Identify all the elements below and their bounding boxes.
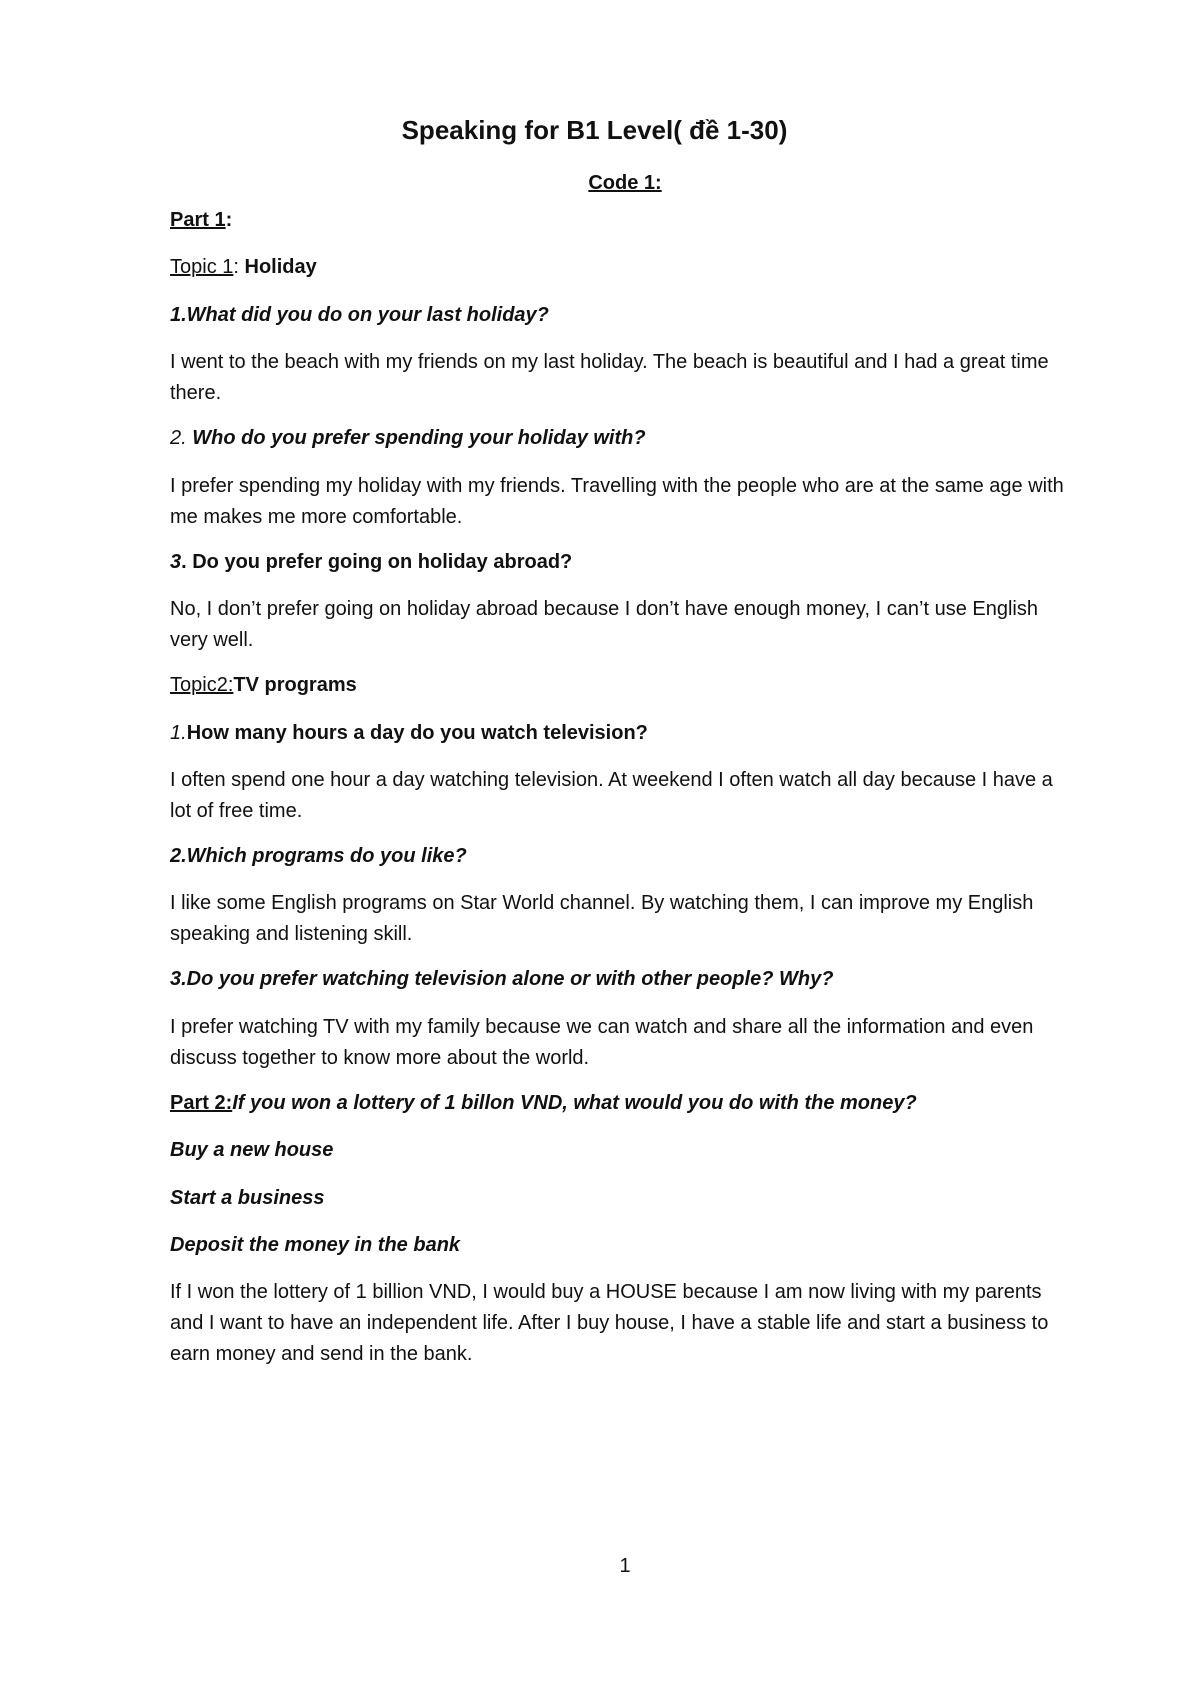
topic2-q1-number: 1. <box>170 722 187 744</box>
topic2-answer-2: I like some English programs on Star World channel. By watching them, I can improve my English speaking and listening skill. <box>170 892 1034 945</box>
topic2-heading <box>170 670 1070 701</box>
topic1-question-2 <box>170 423 1070 454</box>
page-title: Speaking for B1 Level( đề 1-30) <box>401 115 788 145</box>
topic2-answer-1: I often spend one hour a day watching television. At weekend I often watch all day because I have a lot of free time. <box>170 769 1053 822</box>
part2-answer: If I won the lottery of 1 billion VND, I would buy a HOUSE because I am now living with my parents and I want to have an independent life. After I buy house, I have a stable life and start a business to earn money and send in the bank. <box>170 1281 1049 1365</box>
topic1-answer-1: I went to the beach with my friends on my last holiday. The beach is beautiful and I had a great time there. <box>170 351 1049 404</box>
topic2-name: TV programs <box>233 674 357 696</box>
topic2-question-3: 3.Do you prefer watching television alone or with other people? Why? <box>170 968 834 990</box>
part1-colon: : <box>225 209 233 231</box>
part2-heading <box>170 1088 1070 1119</box>
topic1-sep: : <box>233 256 245 278</box>
topic2-answer-3: I prefer watching TV with my family because we can watch and share all the information and even discuss together to know more about the world. <box>170 1016 1034 1069</box>
part2-option-1: Buy a new house <box>170 1139 334 1161</box>
topic1-q2-text: Who do you prefer spending your holiday with? <box>186 427 646 449</box>
part1-label: Part 1 <box>170 209 226 231</box>
topic1-name: Holiday <box>244 256 317 278</box>
topic1-q3-text: . Do you prefer going on holiday abroad? <box>181 551 573 573</box>
topic1-answer-3: No, I don’t prefer going on holiday abroad because I don’t have enough money, I can’t use English very well. <box>170 598 1038 651</box>
part2-label: Part 2: <box>170 1092 233 1114</box>
topic2-q1-text: How many hours a day do you watch television? <box>186 722 648 744</box>
topic1-heading <box>170 252 1070 283</box>
topic1-question-3 <box>170 547 1070 578</box>
part1-heading <box>170 205 1070 236</box>
page-number: 1 <box>619 1555 631 1577</box>
part2-question: If you won a lottery of 1 billon VND, what would you do with the money? <box>232 1092 917 1114</box>
part2-option-3: Deposit the money in the bank <box>170 1234 461 1256</box>
topic1-label: Topic 1 <box>170 256 234 278</box>
topic1-answer-2: I prefer spending my holiday with my friends. Travelling with the people who are at the same age with me makes me more comfortable. <box>170 475 1064 528</box>
code-heading: Code 1: <box>588 172 662 194</box>
topic1-q2-number: 2. <box>170 427 187 449</box>
topic2-question-2: 2.Which programs do you like? <box>170 845 467 867</box>
topic1-q3-number: 3 <box>170 551 182 573</box>
part2-option-2: Start a business <box>170 1187 325 1209</box>
topic2-question-1 <box>170 718 1070 749</box>
topic1-question-1: 1.What did you do on your last holiday? <box>170 304 549 326</box>
topic2-label: Topic2: <box>170 674 234 696</box>
